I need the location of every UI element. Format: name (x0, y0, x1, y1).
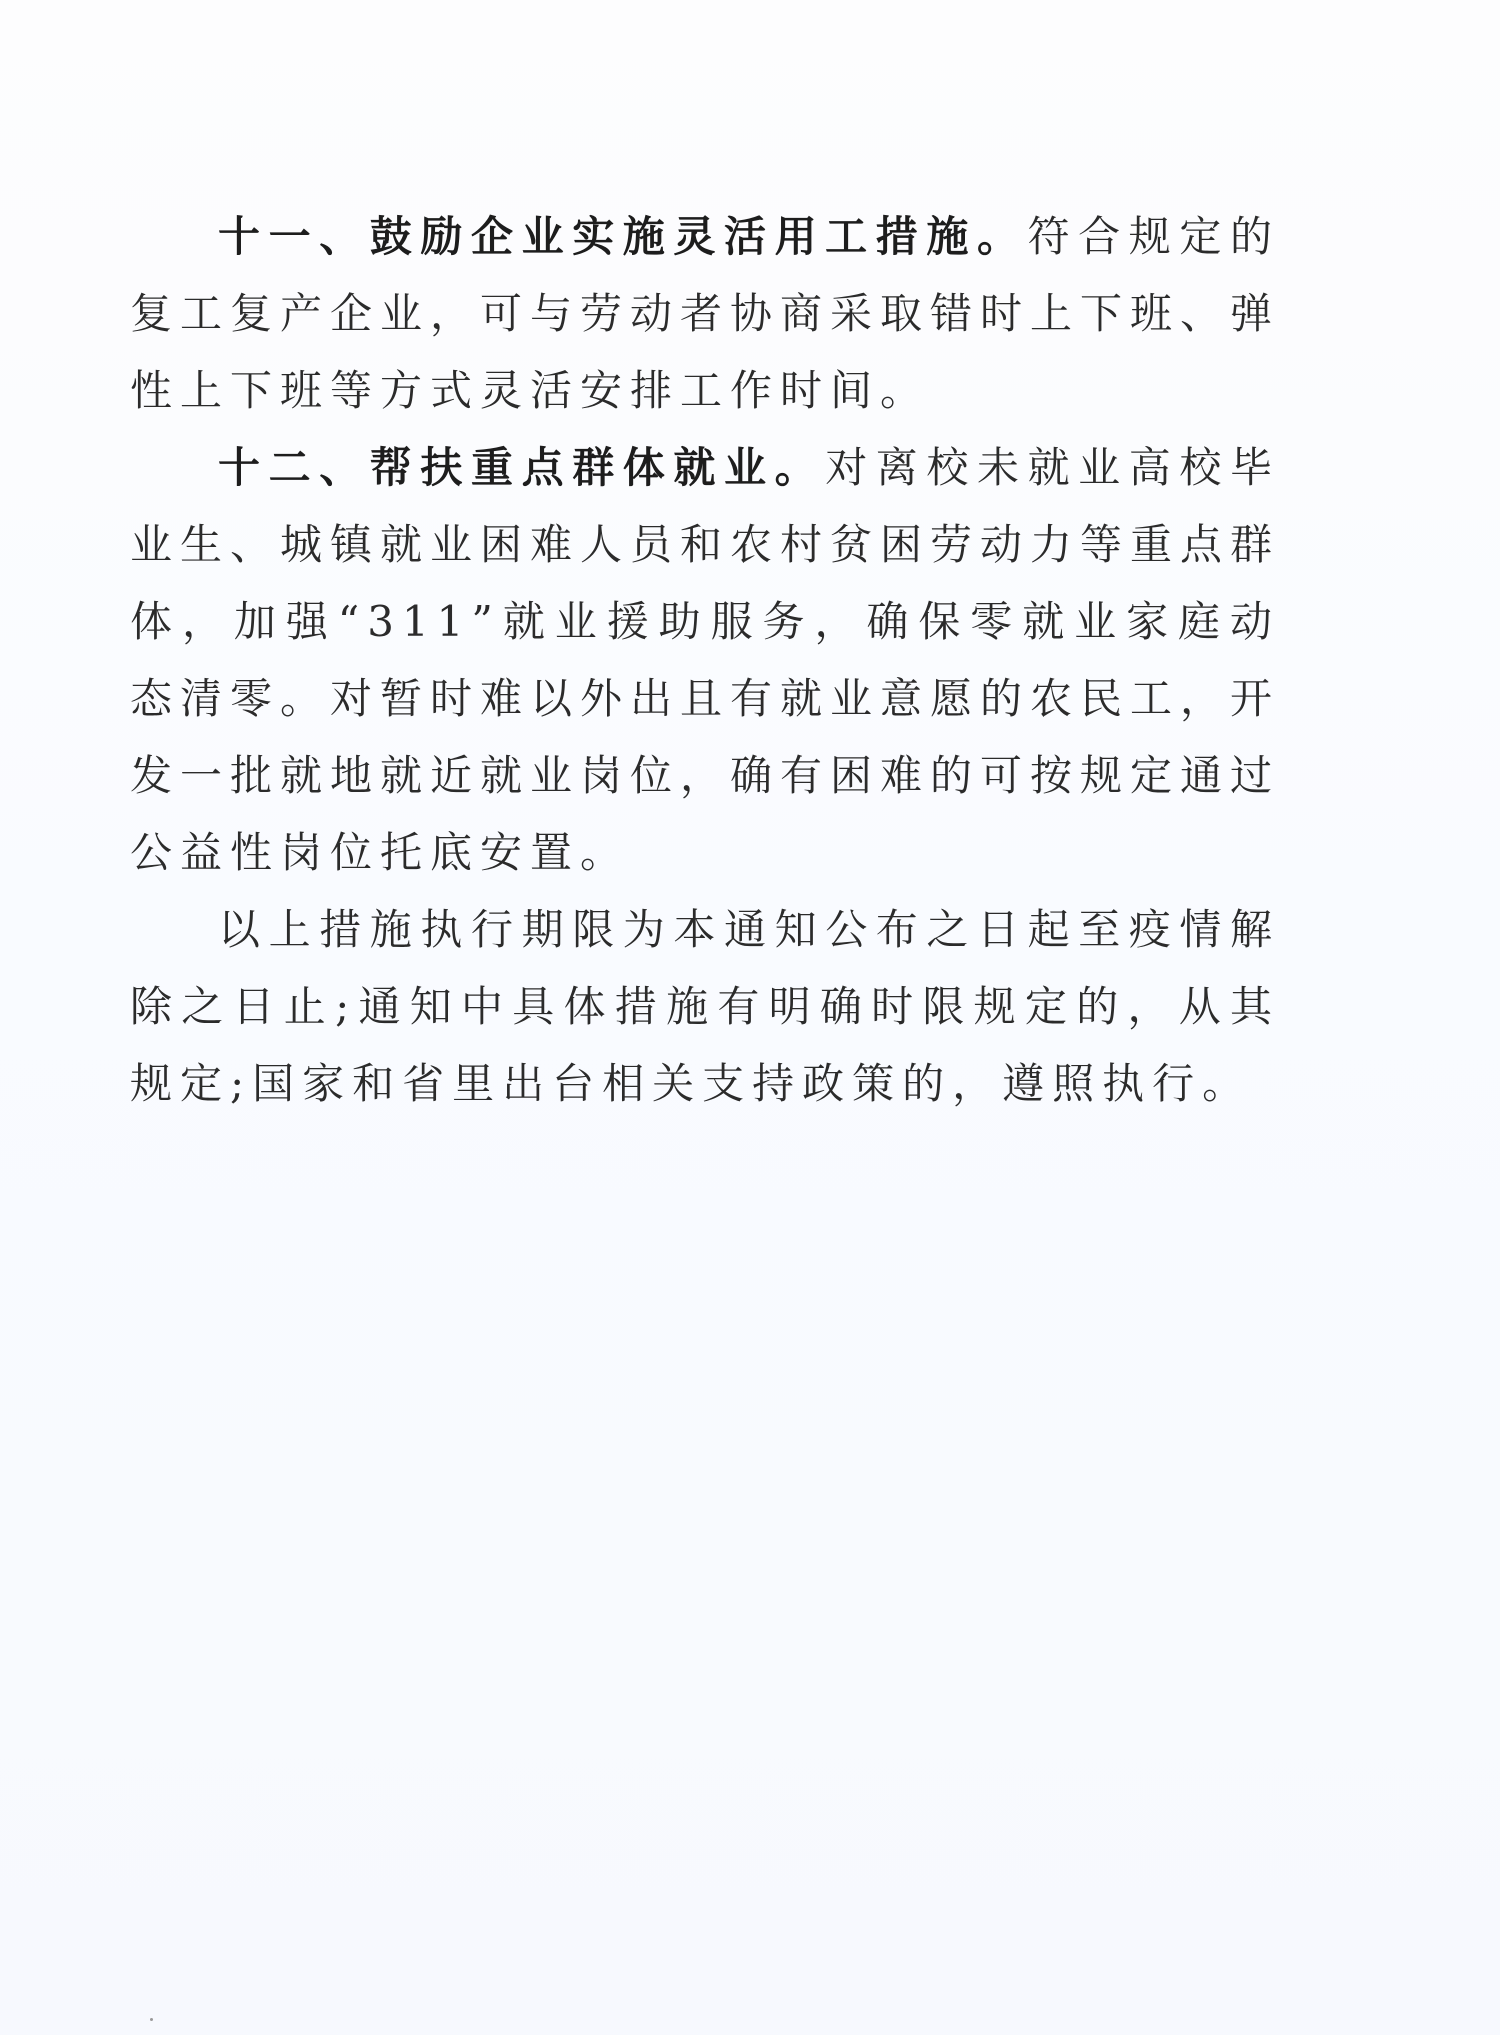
paragraph-text: 以上措施执行期限为本通知公布之日起至疫情解除之日止;通知中具体措施有明确时限规定的，从其规定;国家和省里出台相关支持政策的，遵照执行。 (130, 905, 1280, 1108)
paragraph-text: 符合规定的复工复产企业，可与劳动者协商采取错时上下班、弹性上下班等方式灵活安排工作时间。 (130, 212, 1281, 415)
scan-speck (150, 2018, 153, 2021)
paragraph-heading: 十二、帮扶重点群体就业。 (218, 443, 826, 492)
paragraph-key-groups-employment (130, 429, 1280, 891)
paragraph-heading: 十一、鼓励企业实施灵活用工措施。 (218, 212, 1028, 261)
paragraph-text: 对离校未就业高校毕业生、城镇就业困难人员和农村贫困劳动力等重点群体，加强“311”就业援助服务，确保零就业家庭动态清零。对暂时难以外出且有就业意愿的农民工，开发一批就地就近就业岗位，确有困难的可按规定通过公益性岗位托底安置。 (130, 443, 1281, 877)
paragraph-flexible-employment (130, 198, 1280, 429)
paragraph-validity-period (130, 891, 1280, 1122)
document-body (130, 198, 1280, 1122)
